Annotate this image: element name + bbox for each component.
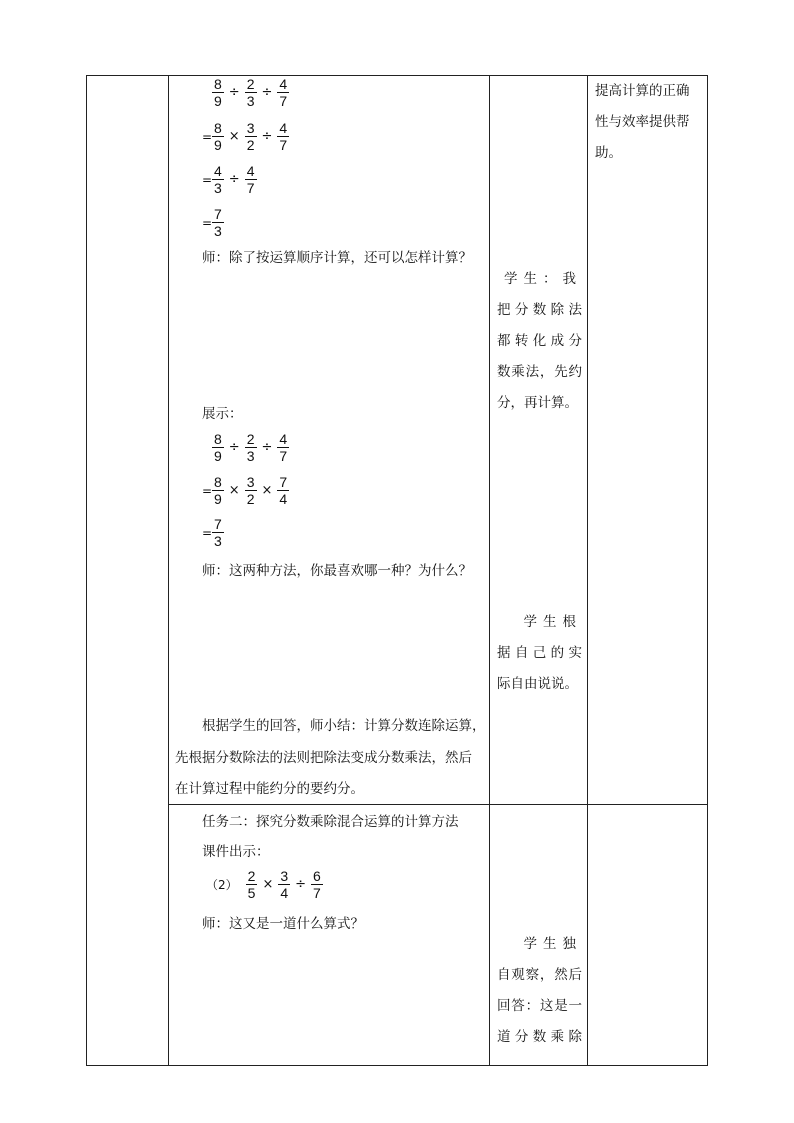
text-line: 性与效率提供帮 — [595, 114, 690, 130]
fraction: $\frac{3}{2}$ — [246, 474, 255, 507]
fraction: $\frac{7}{3}$ — [214, 206, 222, 239]
text-line: 自 观 察 ， 然 后 — [497, 967, 582, 983]
fraction: $\frac{3}{4}$ — [280, 868, 289, 901]
calc2-line2: = $\frac{8}{9}$ × $\frac{3}{2}$ × $\frac{7}{4}$ — [202, 474, 288, 507]
summary-line: 根据学生的回答，师小结：计算分数连除运算， — [202, 718, 486, 734]
problem-label: （2） — [206, 878, 238, 892]
fraction: $\frac{8}{9}$ — [214, 431, 222, 464]
text-line: 学生：我 — [504, 271, 582, 287]
text-line: 道 分 数 乘 除 — [497, 1029, 582, 1045]
table-column-divider — [587, 75, 588, 1066]
design-intent-note — [595, 76, 705, 169]
fraction: $\frac{2}{5}$ — [247, 868, 256, 901]
text-line: 际自由说说。 — [497, 676, 578, 692]
summary-line: 在计算过程中能约分的要约分。 — [175, 781, 364, 797]
text-line: 把 分 数 除 法 — [497, 302, 582, 318]
text-line: 助。 — [595, 145, 622, 161]
teacher-question-2: 师：这两种方法，你最喜欢哪一种？为什么？ — [202, 563, 472, 579]
calc2-line3: = $\frac{7}{3}$ — [202, 516, 222, 549]
fraction: $\frac{8}{9}$ — [214, 474, 222, 507]
task-two-heading: 任务二：探究分数乘除混合运算的计算方法 — [202, 814, 459, 830]
text-line: 提高计算的正确 — [595, 83, 690, 99]
student-activity-1 — [497, 264, 582, 419]
fraction: $\frac{6}{7}$ — [313, 868, 321, 901]
calc1-line2: = $\frac{8}{9}$ × $\frac{3}{2}$ ÷ $\frac{4}{7}$ — [202, 120, 288, 153]
fraction: $\frac{4}{7}$ — [279, 431, 288, 464]
fraction: $\frac{2}{3}$ — [246, 431, 255, 464]
show-label: 展示： — [202, 406, 243, 422]
table-column-divider — [168, 75, 169, 1066]
text-line: 都 转 化 成 分 — [497, 333, 582, 349]
table-column-divider — [489, 75, 490, 1066]
fraction: $\frac{7}{4}$ — [279, 474, 288, 507]
summary-line: 先根据分数除法的法则把除法变成分数乘法，然后 — [175, 750, 472, 766]
table-left-border — [86, 75, 87, 1066]
text-line: 数 乘 法 ， 先 约 — [497, 364, 582, 380]
text-line: 学生根 — [523, 614, 582, 630]
calc1-line3: = $\frac{4}{3}$ ÷ $\frac{4}{7}$ — [202, 163, 255, 196]
text-line: 分，再计算。 — [497, 395, 578, 411]
calc1-line4: = $\frac{7}{3}$ — [202, 206, 222, 239]
table-row-divider — [168, 804, 708, 805]
table-right-border — [707, 75, 708, 1066]
text-line: 回 答 ： 这 是 一 — [497, 998, 582, 1014]
fraction: $\frac{4}{7}$ — [279, 120, 288, 153]
fraction: $\frac{8}{9}$ — [214, 120, 222, 153]
teacher-question-1: 师：除了按运算顺序计算，还可以怎样计算？ — [202, 250, 472, 266]
fraction: $\frac{8}{9}$ — [214, 76, 222, 109]
courseware-label: 课件出示： — [202, 844, 270, 860]
problem-2: （2） $\frac{2}{5}$ × $\frac{3}{4}$ ÷ $\frac{6}{7}$ — [206, 868, 321, 901]
fraction: $\frac{4}{3}$ — [214, 163, 222, 196]
student-activity-2 — [497, 607, 582, 700]
fraction: $\frac{4}{7}$ — [279, 76, 288, 109]
fraction: $\frac{2}{3}$ — [246, 76, 255, 109]
fraction: $\frac{4}{7}$ — [246, 163, 255, 196]
text-line: 据 自 己 的 实 — [497, 645, 582, 661]
calc1-line1: $\frac{8}{9}$ ÷ $\frac{2}{3}$ ÷ $\frac{4}{7}$ — [214, 76, 288, 109]
text-line: 学生独 — [523, 936, 582, 952]
fraction: $\frac{7}{3}$ — [214, 516, 222, 549]
student-activity-3 — [497, 929, 582, 1053]
table-bottom-border — [86, 1065, 708, 1066]
fraction: $\frac{3}{2}$ — [246, 120, 255, 153]
calc2-line1: $\frac{8}{9}$ ÷ $\frac{2}{3}$ ÷ $\frac{4}{7}$ — [214, 431, 288, 464]
teacher-question-3: 师：这又是一道什么算式？ — [202, 916, 364, 932]
